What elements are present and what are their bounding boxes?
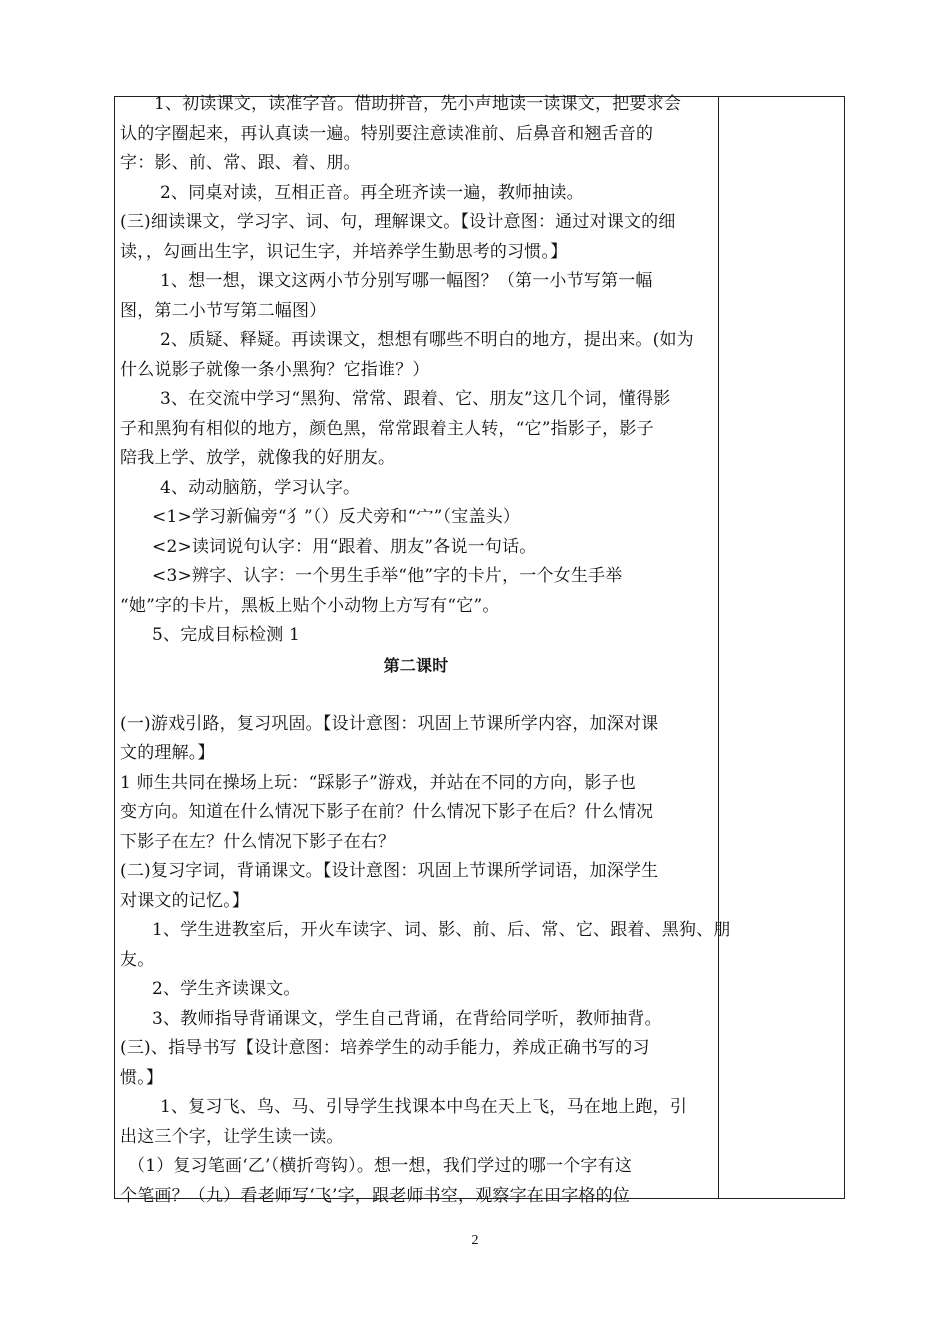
section-heading: 第二课时 bbox=[383, 655, 449, 675]
text-line: 1、学生进教室后，开火车读字、词、影、前、后、常、它、跟着、黑狗、朋 bbox=[152, 920, 731, 940]
text-line: <2>读词说句认字：用“跟着、朋友”各说一句话。 bbox=[152, 536, 537, 557]
text-line: 子和黑狗有相似的地方，颜色黑，常常跟着主人转，“它”指影子，影子 bbox=[120, 418, 654, 439]
text-line: 4、动动脑筋，学习认字。 bbox=[160, 477, 361, 498]
text-line: 3、在交流中学习“黑狗、常常、跟着、它、朋友”这几个词，懂得影 bbox=[160, 389, 671, 409]
text-line: (一)游戏引路，复习巩固。【设计意图：巩固上节课所学内容，加深对课 bbox=[120, 713, 659, 734]
text-line: 陪我上学、放学，就像我的好朋友。 bbox=[120, 448, 396, 468]
text-line: <1>学习新偏旁“犭”（）反犬旁和“宀”（宝盖头） bbox=[152, 507, 521, 527]
text-line: 2、同桌对读，互相正音。再全班齐读一遍，教师抽读。 bbox=[160, 182, 584, 203]
text-line: 对课文的记忆。】 bbox=[120, 890, 250, 911]
text-line: 字：影、前、常、跟、着、朋。 bbox=[120, 153, 361, 173]
text-line: (二)复习字词，背诵课文。【设计意图：巩固上节课所学词语，加深学生 bbox=[120, 861, 659, 881]
table-column-divider bbox=[718, 96, 719, 1199]
text-line: 友。 bbox=[120, 949, 155, 970]
text-line: (三)细读课文，学习字、词、句，理解课文。【设计意图：通过对课文的细 bbox=[120, 212, 676, 232]
text-line: 认的字圈起来，再认真读一遍。特别要注意读准前、后鼻音和翘舌音的 bbox=[120, 123, 654, 144]
text-line: 5、完成目标检测 1 bbox=[152, 625, 301, 645]
text-line: （1）复习笔画‘乙’（横折弯钩）。想一想，我们学过的哪一个字有这 bbox=[128, 1156, 633, 1176]
text-line: 2、学生齐读课文。 bbox=[152, 979, 301, 999]
text-line: <3>辨字、认字：一个男生手举“他”字的卡片，一个女生手举 bbox=[152, 566, 623, 586]
text-line: 什么说影子就像一条小黑狗？它指谁？） bbox=[120, 359, 430, 380]
text-line: 1、复习飞、鸟、马、引导学生找课本中鸟在天上飞，马在地上跑，引 bbox=[160, 1097, 688, 1117]
text-line: 3、教师指导背诵课文，学生自己背诵，在背给同学听，教师抽背。 bbox=[152, 1008, 662, 1029]
text-line: 1、初读课文，读准字音。借助拼音，先小声地读一读课文，把要求会 bbox=[154, 94, 682, 114]
page-number: 2 bbox=[471, 1233, 479, 1248]
blank-line bbox=[120, 680, 712, 710]
text-line: “她”字的卡片，黑板上贴个小动物上方写有“它”。 bbox=[120, 595, 500, 616]
text-line: 出这三个字，让学生读一读。 bbox=[120, 1126, 344, 1147]
text-line: (三)、指导书写【设计意图：培养学生的动手能力，养成正确书写的习 bbox=[120, 1038, 650, 1058]
lesson-plan-cell bbox=[120, 90, 731, 1211]
text-line: 个笔画？（九）看老师写‘飞’字，跟老师书空，观察字在田字格的位 bbox=[120, 1185, 631, 1206]
text-line: 图，第二小节写第二幅图） bbox=[120, 300, 327, 321]
text-line: 变方向。知道在什么情况下影子在前？什么情况下影子在后？什么情况 bbox=[120, 802, 654, 822]
text-line: 1、想一想，课文这两小节分别写哪一幅图？（第一小节写第一幅 bbox=[160, 271, 653, 291]
text-line: 文的理解。】 bbox=[120, 743, 215, 763]
text-line: 下影子在左？什么情况下影子在右？ bbox=[120, 831, 396, 852]
text-line: 惯。】 bbox=[120, 1067, 164, 1088]
text-line: 2、质疑、释疑。再读课文，想想有哪些不明白的地方，提出来。(如为 bbox=[160, 330, 694, 350]
text-line: 读，，勾画出生字，识记生字，并培养学生勤思考的习惯。】 bbox=[120, 241, 568, 262]
text-line: 1 师生共同在操场上玩：“踩影子”游戏，并站在不同的方向，影子也 bbox=[120, 772, 637, 793]
